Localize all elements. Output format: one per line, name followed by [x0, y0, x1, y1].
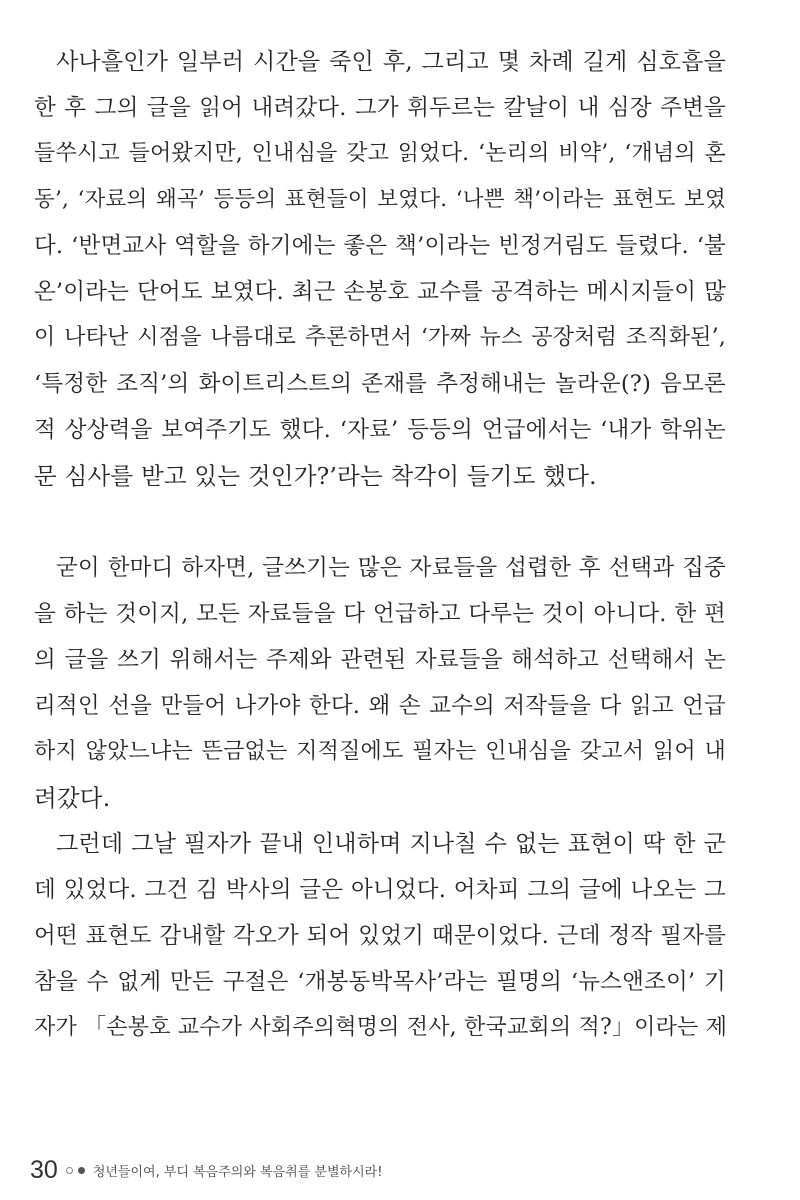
text-line: 들쑤시고 들어왔지만, 인내심을 갖고 읽었다. ‘논리의 비약’, ‘개념의 혼 — [34, 141, 726, 166]
circle-bullet-icon — [66, 1167, 73, 1174]
text-line: 리적인 선을 만들어 나가야 한다. 왜 손 교수의 저작들을 다 읽고 언급 — [34, 693, 726, 719]
text-line: 적 상상력을 보여주기도 했다. ‘자료’ 등등의 언급에서는 ‘내가 학위논 — [34, 417, 726, 443]
dot-bullet-icon — [78, 1167, 85, 1174]
text-line: 어떤 표현도 감내할 각오가 되어 있었기 때문이었다. 근데 정작 필자를 — [34, 923, 726, 949]
text-line: 굳이 한마디 하자면, 글쓰기는 많은 자료들을 섭렵한 후 선택과 집중 — [56, 555, 726, 581]
text-line: 자가 「손봉호 교수가 사회주의혁명의 전사, 한국교회의 적?」이라는 제 — [34, 1015, 728, 1040]
text-line: ‘특정한 조직’의 화이트리스트의 존재를 추정해내는 놀라운(?) 음모론 — [34, 371, 726, 397]
text-line: 온’이라는 단어도 보였다. 최근 손봉호 교수를 공격하는 메시지들이 많 — [34, 279, 726, 305]
text-line: 다. ‘반면교사 역할을 하기에는 좋은 책’이라는 빈정거림도 들렸다. ‘불 — [34, 233, 726, 259]
text-line: 의 글을 쓰기 위해서는 주제와 관련된 자료들을 해석하고 선택해서 논 — [34, 647, 726, 673]
page-footer — [30, 1153, 382, 1187]
page-number: 30 — [30, 1155, 58, 1184]
running-title: 청년들이여, 부디 복음주의와 복음취를 분별하시라! — [92, 1164, 383, 1180]
text-line: 그런데 그날 필자가 끝내 인내하며 지나칠 수 없는 표현이 딱 한 군 — [56, 831, 726, 857]
text-line: 한 후 그의 글을 읽어 내려갔다. 그가 휘두르는 칼날이 내 심장 주변을 — [34, 95, 726, 121]
text-line: 사나흘인가 일부러 시간을 죽인 후, 그리고 몇 차례 길게 심호흡을 — [56, 49, 726, 75]
text-line: 문 심사를 받고 있는 것인가?’라는 착각이 들기도 했다. — [34, 462, 597, 490]
text-line: 데 있었다. 그건 김 박사의 글은 아니었다. 어차피 그의 글에 나오는 그 — [34, 877, 726, 903]
text-line: 하지 않았느냐는 뜬금없는 지적질에도 필자는 인내심을 갖고서 읽어 내 — [34, 739, 726, 764]
text-line: 이 나타난 시점을 나름대로 추론하면서 ‘가짜 뉴스 공장처럼 조직화된’, — [34, 325, 726, 350]
text-line: 려갔다. — [34, 784, 111, 812]
text-line: 동’, ‘자료의 왜곡’ 등등의 표현들이 보였다. ‘나쁜 책’이라는 표현도 보였 — [34, 187, 726, 212]
text-line: 참을 수 없게 만든 구절은 ‘개봉동박목사’라는 필명의 ‘뉴스앤조이’ 기 — [34, 969, 726, 995]
text-line: 을 하는 것이지, 모든 자료들을 다 언급하고 다루는 것이 아니다. 한 편 — [34, 601, 726, 627]
